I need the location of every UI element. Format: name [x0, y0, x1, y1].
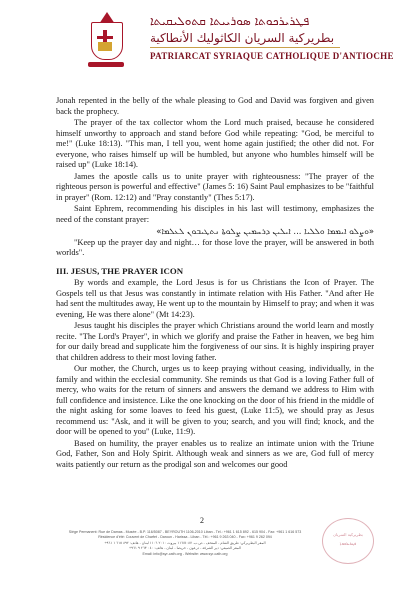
section-heading: III. JESUS, THE PRAYER ICON [56, 265, 184, 276]
french-title: PATRIARCAT SYRIAQUE CATHOLIQUE D'ANTIOCHE [150, 51, 394, 61]
patriarchate-logo [86, 12, 128, 70]
letterhead [0, 0, 414, 90]
paragraph: Based on humility, the prayer enables us to realize an intimate union with the Triune God, Father, Son and Holy Spirit. Although weak and sinners as we are, God full of mercy waits patiently our return as the prodigal son and welcomes our good [56, 438, 374, 469]
paragraph: By words and example, the Lord Jesus is for us Christians the Icon of Prayer. The Gospels tell us that Jesus was constantly in intimate relation with His Father. "And after He had sent the multitudes away, He went up to the mountain by Himself to pray; and when it was evening, He was there alone" (Mt 14:23). [56, 278, 374, 319]
paragraph: Saint Ephrem, recommending his disciples in his last will testimony, emphasizes the need of the constant prayer: [56, 204, 374, 224]
document-body [56, 96, 374, 471]
paragraph: The prayer of the tax collector whom the Lord much praised, because he considered himself unworthy to approach and stand before God while repeating: "God, be merciful to me!" (Luke 18:13). "This man, I tell you, went home again justified; the other did not. For everyone, who raises himself up will be humbled, but anyone who humbles himself will be raised up" (Luke 18:14). [56, 118, 374, 169]
official-stamp: بطريركية السريان ܦܛܪܝܪܟܘܬܐ [322, 518, 374, 564]
header-divider [150, 47, 340, 48]
paragraph: Our mother, the Church, urges us to keep praying without ceasing, individually, in the family and within the ecclesial community. She reminds us that God is a loving Father full of mercy, who waits for the return of sinners and answers the demand we address to Him with full confidence and insistence. Like the one knocking on the door of his friend in the middle of the night asking for some loaves to feed his guest, (Luke 11:5), we should pray as Jesus recommend us: "Ask, and it will be given to you; search, and you will find; knock, and the door will be opened to you" (Luke, 11:9). [56, 364, 374, 436]
syriac-quote: «ܘܨܠܘ ܐܝܡܡܐ ܘܠܠܝܐ ... ܐܝܠܝܢ ܕܪܚܡܝܢ ܨܠܘܬܐ ܢܬܛܝܒܘܢ ܠܥܠܡܐ» [156, 226, 374, 236]
paragraph: Jonah repented in the belly of the whale pleasing to God and David was forgiven and given back the prophecy. [56, 96, 374, 116]
paragraph: James the apostle calls us to unite prayer with righteousness: "The prayer of the righteous person is powerful and effective" (James 5: 16) Saint Paul emphasizes to be "faithful in prayer" (Rom. 12:12) and "Pray constantly" (Thes 5:17). [56, 171, 374, 202]
paragraph: "Keep up the prayer day and night… for those love the prayer, will be answered in both worlds". [56, 237, 374, 257]
footer-line: المقر البطريركي: طريق الشام - المتحف - ص.ب. ١١٦/٥٠٨٧ بيروت ٢٠١٠ ١١٠٦ لبنان - هاتف: ٨٩٢ ٦١٥ ١ ٩٦١+ [104, 540, 266, 545]
footer-line: Siège Permanent: Rue de Damas - Musée - B.P. 116/5087 - BEYROUTH 1106-2010 Liban - Tél.: +961 1 615 892 - 615 904 - Fax: +961 1 616 573 [68, 530, 302, 534]
footer-line: Résidence d'été: Couvent de Charfet - Daroun - Harissa - Liban - Tél.: +961 9 263 040 - Fax: +961 9 262 094 [98, 535, 272, 540]
footer-line: Email: info@syr-cath.org - Website: www.syr-cath.org [142, 551, 228, 556]
footer-line: المقر الصيفي: دير الشرفة - درعون - حريصا - لبنان - هاتف: ٠٤٠ ٢٦٣ ٩ ٩٦١+ [129, 546, 241, 551]
paragraph: Jesus taught his disciples the prayer which Christians around the world learn and mostly recite. "The Lord's Prayer", in which we glorify and praise the Father in heaven, we beg him for our daily bread and supplicate him the forgiveness of our sins. It is highly inspiring prayer that children address to their most loving father. [56, 321, 374, 362]
footer [60, 530, 310, 557]
arabic-title: بطريركية السريان الكاثوليك الأنطاكية [150, 31, 335, 45]
syriac-title: ܦܛܪܝܪܟܘܬܐ ܣܘܪܝܝܬܐ ܩܬܘܠܝܩܝܬܐ [150, 14, 310, 28]
page-number: 2 [200, 516, 204, 525]
